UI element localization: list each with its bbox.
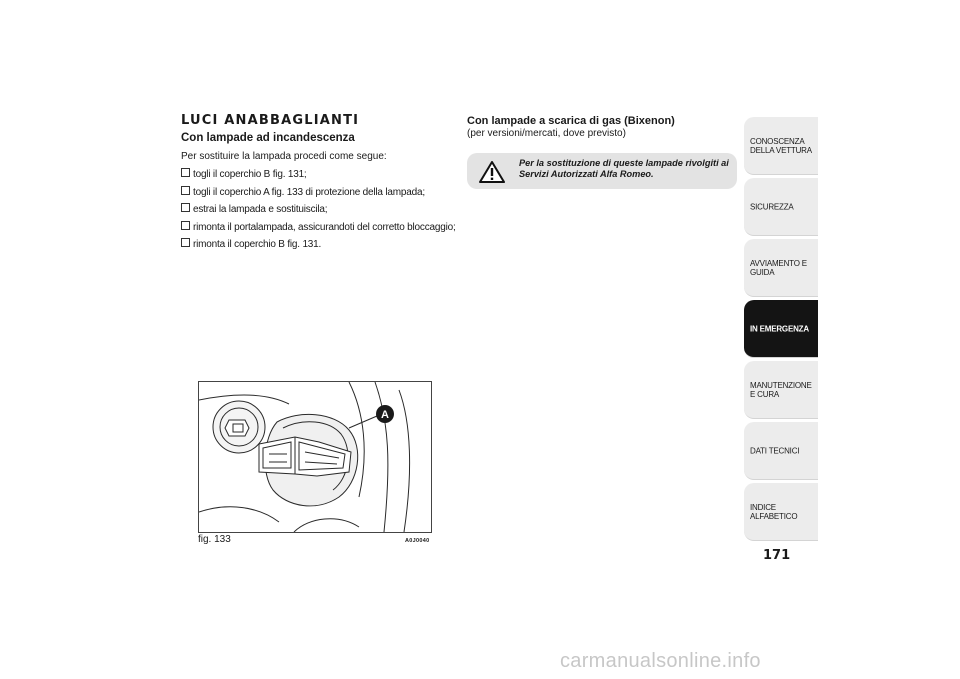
tab-indice[interactable]: INDICE ALFABETICO bbox=[744, 483, 818, 541]
checkbox-bullet-icon bbox=[181, 203, 190, 212]
warning-triangle-icon bbox=[479, 160, 505, 184]
tab-manutenzione[interactable]: MANUTENZIONE E CURA bbox=[744, 361, 818, 419]
checkbox-bullet-icon bbox=[181, 238, 190, 247]
page-number: 171 bbox=[763, 548, 791, 563]
list-item: togli il coperchio A fig. 133 di protezione della lampada; bbox=[181, 184, 456, 202]
chapter-tabs bbox=[744, 117, 818, 544]
tab-dati-tecnici[interactable]: DATI TECNICI bbox=[744, 422, 818, 480]
intro-text: Per sostituire la lampada procedi come segue: bbox=[181, 151, 387, 162]
tab-avviamento[interactable]: AVVIAMENTO E GUIDA bbox=[744, 239, 818, 297]
bixenon-title: Con lampade a scarica di gas (Bixenon) bbox=[467, 115, 675, 127]
checkbox-bullet-icon bbox=[181, 221, 190, 230]
checkbox-bullet-icon bbox=[181, 186, 190, 195]
figure-illustration bbox=[198, 381, 432, 533]
headlamp-cover-illustration bbox=[199, 382, 431, 532]
bixenon-subtitle: (per versioni/mercati, dove previsto) bbox=[467, 128, 626, 139]
list-item: estrai la lampada e sostituiscila; bbox=[181, 201, 456, 219]
checkbox-bullet-icon bbox=[181, 168, 190, 177]
watermark-text: carmanualsonline.info bbox=[560, 650, 761, 672]
section-subtitle: Con lampade ad incandescenza bbox=[181, 132, 355, 144]
steps-list bbox=[181, 166, 456, 254]
warning-text: Per la sostituzione di queste lampade rivolgiti ai Servizi Autorizzati Alfa Romeo. bbox=[519, 158, 729, 179]
figure-code: A0J0040 bbox=[405, 538, 430, 544]
list-item: rimonta il portalampada, assicurandoti del corretto bloccaggio; bbox=[181, 219, 456, 237]
figure-label: fig. 133 bbox=[198, 534, 231, 545]
section-title: LUCI ANABBAGLIANTI bbox=[181, 113, 360, 128]
tab-conoscenza[interactable]: CONOSCENZA DELLA VETTURA bbox=[744, 117, 818, 175]
tab-sicurezza[interactable]: SICUREZZA bbox=[744, 178, 818, 236]
callout-label: A bbox=[381, 409, 389, 421]
tab-in-emergenza[interactable]: IN EMERGENZA bbox=[744, 300, 818, 358]
warning-box bbox=[467, 153, 737, 189]
list-item: rimonta il coperchio B fig. 131. bbox=[181, 236, 456, 254]
list-item: togli il coperchio B fig. 131; bbox=[181, 166, 456, 184]
